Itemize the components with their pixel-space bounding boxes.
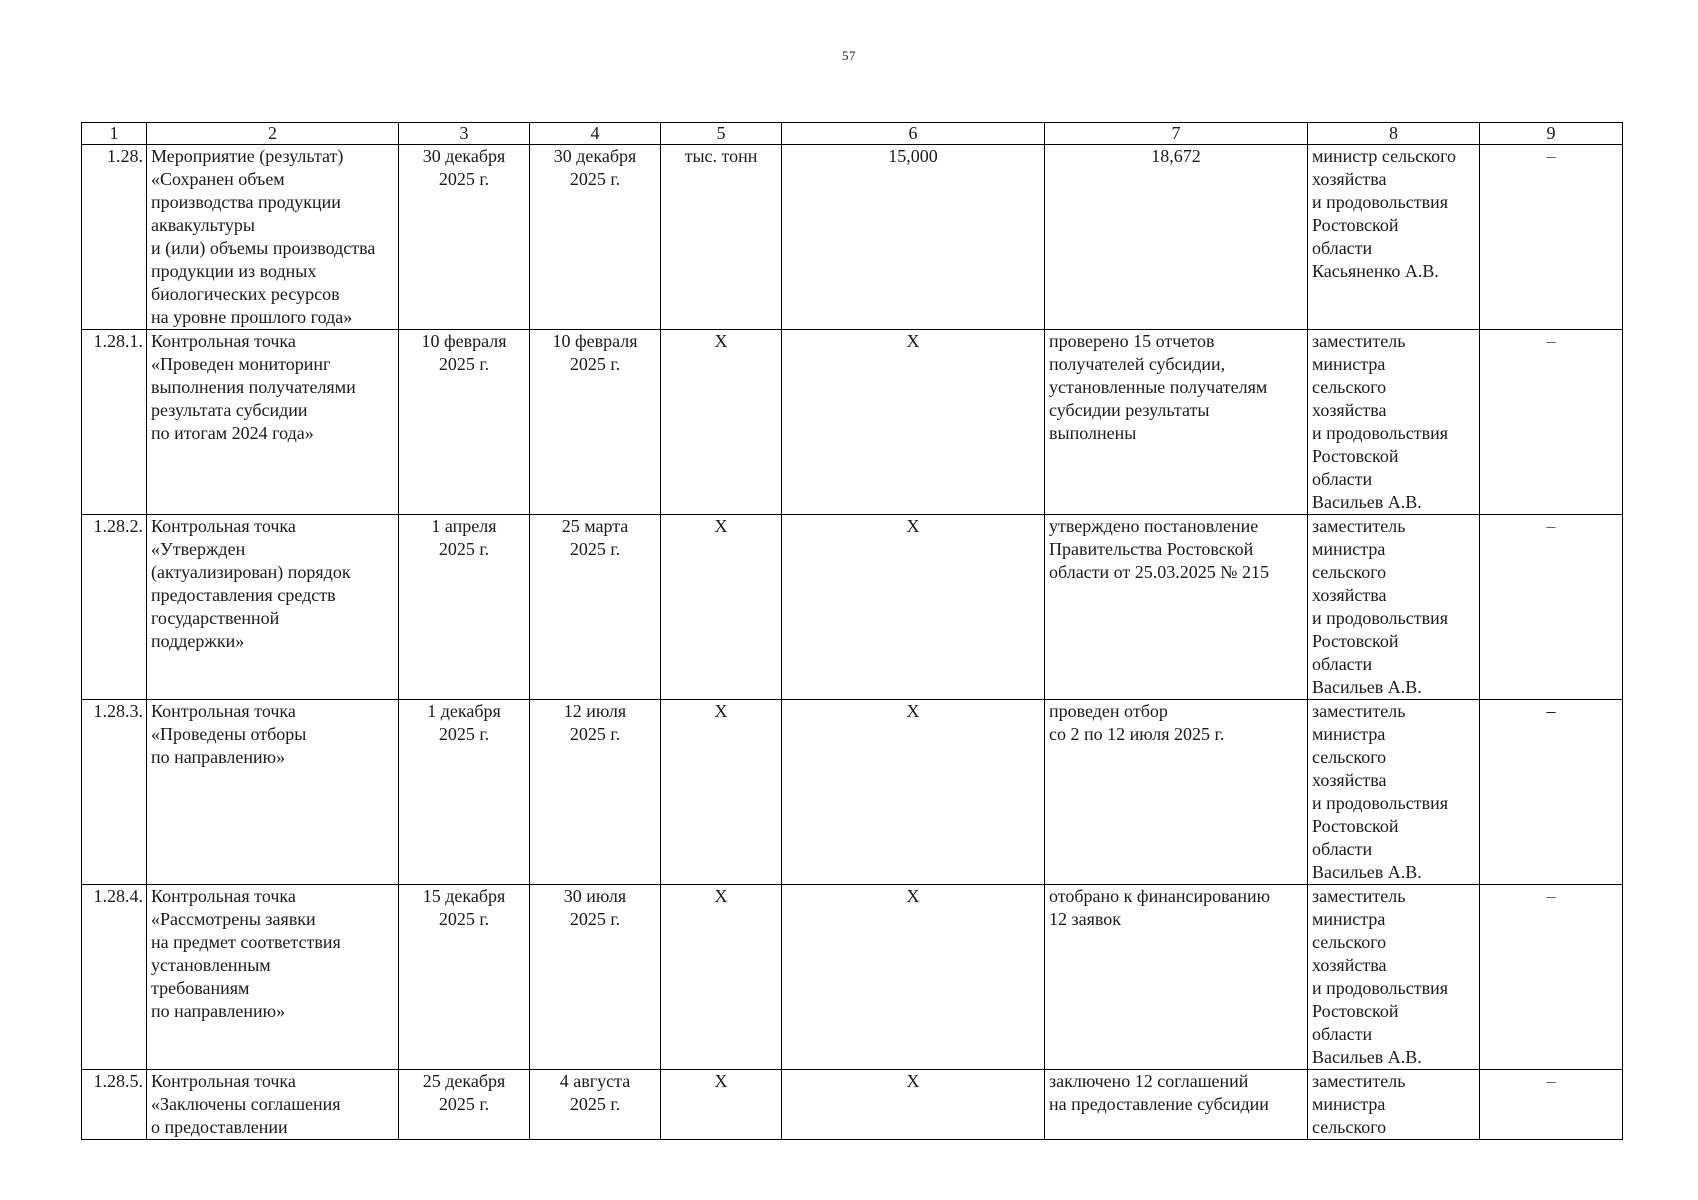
column-header: 8 [1308, 123, 1480, 145]
responsible-person: заместитель министра сельского хозяйства и продовольствия Ростовской области Васильев А.В. [1308, 515, 1480, 700]
unit-of-measure: Х [661, 700, 782, 885]
actual-date: 30 декабря 2025 г. [530, 145, 661, 330]
column-header: 4 [530, 123, 661, 145]
planned-value: Х [782, 330, 1045, 515]
table-row [82, 145, 1623, 330]
unit-of-measure: Х [661, 515, 782, 700]
actual-date: 4 августа 2025 г. [530, 1070, 661, 1140]
actual-value: проведен отбор со 2 по 12 июля 2025 г. [1045, 700, 1308, 885]
actual-date: 10 февраля 2025 г. [530, 330, 661, 515]
note: – [1480, 145, 1623, 330]
page-number: 57 [842, 48, 856, 63]
table-header-row [82, 123, 1623, 145]
column-header: 5 [661, 123, 782, 145]
item-name: Контрольная точка «Утвержден (актуализирован) порядок предоставления средств государственной поддержки» [147, 515, 399, 700]
row-number: 1.28.1. [82, 330, 147, 515]
note: – [1480, 330, 1623, 515]
responsible-person: заместитель министра сельского [1308, 1070, 1480, 1140]
planned-date: 30 декабря 2025 г. [399, 145, 530, 330]
planned-date: 15 декабря 2025 г. [399, 885, 530, 1070]
note: – [1480, 1070, 1623, 1140]
note: – [1480, 885, 1623, 1070]
responsible-person: заместитель министра сельского хозяйства и продовольствия Ростовской области Васильев А.В. [1308, 700, 1480, 885]
item-name: Мероприятие (результат) «Сохранен объем производства продукции аквакультуры и (или) объемы производства продукции из водных биологических ресурсов на уровне прошлого года» [147, 145, 399, 330]
actual-date: 12 июля 2025 г. [530, 700, 661, 885]
column-header: 1 [82, 123, 147, 145]
unit-of-measure: тыс. тонн [661, 145, 782, 330]
responsible-person: заместитель министра сельского хозяйства и продовольствия Ростовской области Васильев А.В. [1308, 330, 1480, 515]
planned-date: 10 февраля 2025 г. [399, 330, 530, 515]
unit-of-measure: Х [661, 1070, 782, 1140]
row-number: 1.28.4. [82, 885, 147, 1070]
planned-value: Х [782, 1070, 1045, 1140]
planned-value: Х [782, 700, 1045, 885]
responsible-person: министр сельского хозяйства и продовольствия Ростовской области Касьяненко А.В. [1308, 145, 1480, 330]
report-table [81, 122, 1623, 1140]
row-number: 1.28. [82, 145, 147, 330]
unit-of-measure: Х [661, 885, 782, 1070]
table-row [82, 515, 1623, 700]
planned-date: 1 апреля 2025 г. [399, 515, 530, 700]
column-header: 2 [147, 123, 399, 145]
planned-date: 1 декабря 2025 г. [399, 700, 530, 885]
actual-date: 30 июля 2025 г. [530, 885, 661, 1070]
responsible-person: заместитель министра сельского хозяйства и продовольствия Ростовской области Васильев А.В. [1308, 885, 1480, 1070]
row-number: 1.28.2. [82, 515, 147, 700]
item-name: Контрольная точка «Проведен мониторинг выполнения получателями результата субсидии по итогам 2024 года» [147, 330, 399, 515]
actual-value: утверждено постановление Правительства Ростовской области от 25.03.2025 № 215 [1045, 515, 1308, 700]
planned-value: 15,000 [782, 145, 1045, 330]
actual-value: заключено 12 соглашений на предоставление субсидии [1045, 1070, 1308, 1140]
planned-date: 25 декабря 2025 г. [399, 1070, 530, 1140]
row-number: 1.28.5. [82, 1070, 147, 1140]
row-number: 1.28.3. [82, 700, 147, 885]
item-name: Контрольная точка «Заключены соглашения о предоставлении [147, 1070, 399, 1140]
note: – [1480, 515, 1623, 700]
column-header: 7 [1045, 123, 1308, 145]
item-name: Контрольная точка «Рассмотрены заявки на предмет соответствия установленным требованиям по направлению» [147, 885, 399, 1070]
column-header: 9 [1480, 123, 1623, 145]
item-name: Контрольная точка «Проведены отборы по направлению» [147, 700, 399, 885]
planned-value: Х [782, 515, 1045, 700]
actual-value: проверено 15 отчетов получателей субсидии, установленные получателям субсидии результаты выполнены [1045, 330, 1308, 515]
actual-value: 18,672 [1045, 145, 1308, 330]
table-row [82, 885, 1623, 1070]
table-row [82, 1070, 1623, 1140]
table-row [82, 700, 1623, 885]
actual-value: отобрано к финансированию 12 заявок [1045, 885, 1308, 1070]
actual-date: 25 марта 2025 г. [530, 515, 661, 700]
column-header: 6 [782, 123, 1045, 145]
note: – [1480, 700, 1623, 885]
planned-value: Х [782, 885, 1045, 1070]
column-header: 3 [399, 123, 530, 145]
unit-of-measure: Х [661, 330, 782, 515]
table-row [82, 330, 1623, 515]
